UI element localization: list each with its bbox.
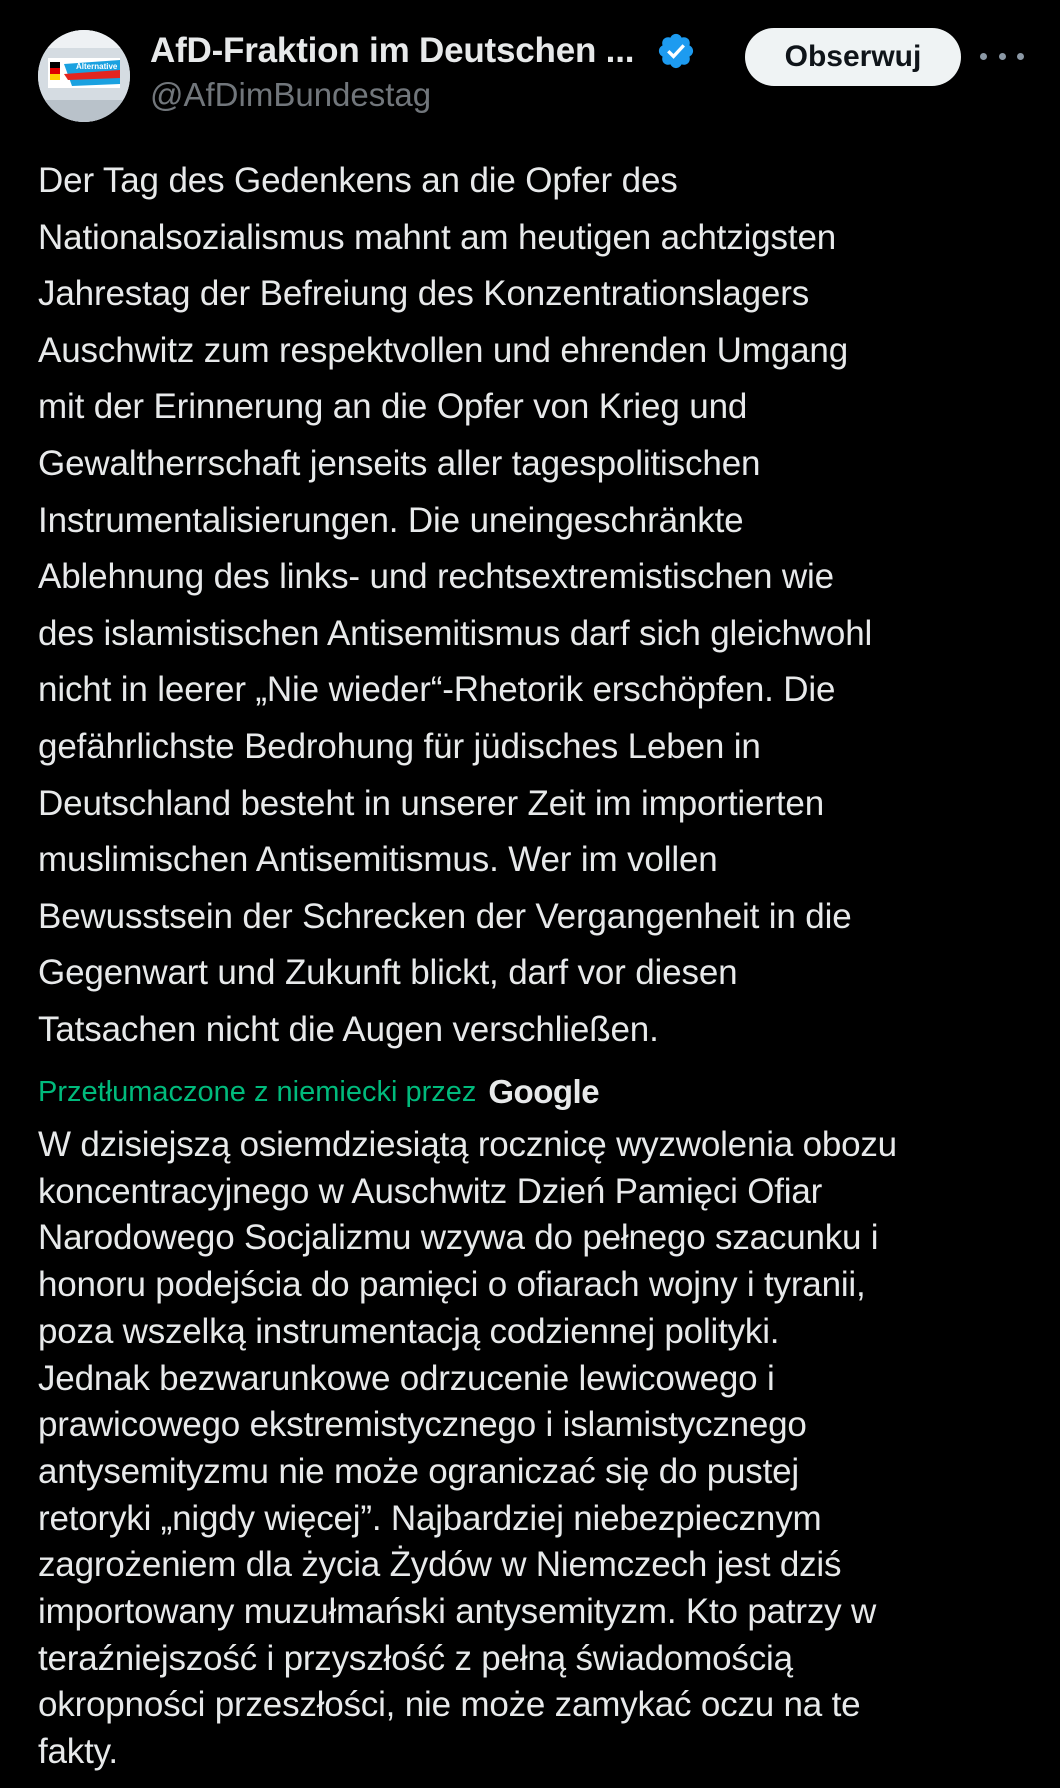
google-logo: Google xyxy=(488,1073,600,1110)
translation-label[interactable]: Przetłumaczone z niemiecki przez xyxy=(38,1075,477,1108)
author-handle[interactable]: @AfDimBundestag xyxy=(150,76,432,113)
translated-post-text: W dzisiejszą osiemdziesiątą rocznicę wyzwolenia obozu koncentracyjnego w Auschwitz Dzień Pamięci Ofiar Narodowego Socjalizmu wzywa do pełnego szacunku i honoru podejścia do pamięci o ofiarach wojny i tyranii, poza wszelką instrumentacją codziennej polityki. Jednak bezwarunkowe odrzucenie lewicowego i prawicowego ekstremistycznego i islamistycznego antysemityzmu nie może ograniczać się do pustej retoryki „nigdy więcej”. Najbardziej niebezpiecznym zagrożeniem dla życia Żydów w Niemczech jest dziś importowany muzułmański antysemityzm. Kto patrzy w teraźniejszość i przyszłość z pełną świadomością okropności przeszłości, nie może zamykać oczu na te fakty. xyxy=(38,1125,897,1772)
more-dot xyxy=(980,53,987,60)
display-name-row xyxy=(150,28,696,74)
more-dot xyxy=(999,53,1006,60)
post-text: Der Tag des Gedenkens an die Opfer des Nationalsozialismus mahnt am heutigen achtzigsten Jahrestag der Befreiung des Konzentrationslagers Auschwitz zum respektvollen und ehrenden Umgang mit der Erinnerung an die Opfer von Krieg und Gewaltherrschaft jenseits aller tagespolitischen Instrumentalisierungen. Die uneingeschränkte Ablehnung des links- und rechtsextremistischen wie des islamistischen Antisemitismus darf sich gleichwohl nicht in leerer „Nie wieder“-Rhetorik erschöpfen. Die gefährlichste Bedrohung für jüdisches Leben in Deutschland besteht in unserer Zeit im importierten muslimischen Antisemitismus. Wer im vollen Bewusstsein der Schrecken der Vergangenheit in die Gegenwart und Zukunft blickt, darf vor diesen Tatsachen nicht die Augen verschließen. xyxy=(38,161,873,1049)
author-avatar[interactable] xyxy=(38,30,130,122)
more-options-icon[interactable] xyxy=(980,38,1024,74)
more-dot xyxy=(1017,53,1024,60)
author-display-name[interactable]: AfD-Fraktion im Deutschen ... xyxy=(150,31,635,70)
author-info xyxy=(150,28,696,114)
post-header xyxy=(0,0,1060,140)
follow-button[interactable]: Obserwuj xyxy=(745,28,961,86)
verified-badge-icon[interactable] xyxy=(656,31,696,71)
translation-attribution xyxy=(38,1070,599,1114)
afd-logo-avatar-icon xyxy=(38,30,130,122)
avatar-logo-text: Alternative xyxy=(76,62,118,71)
